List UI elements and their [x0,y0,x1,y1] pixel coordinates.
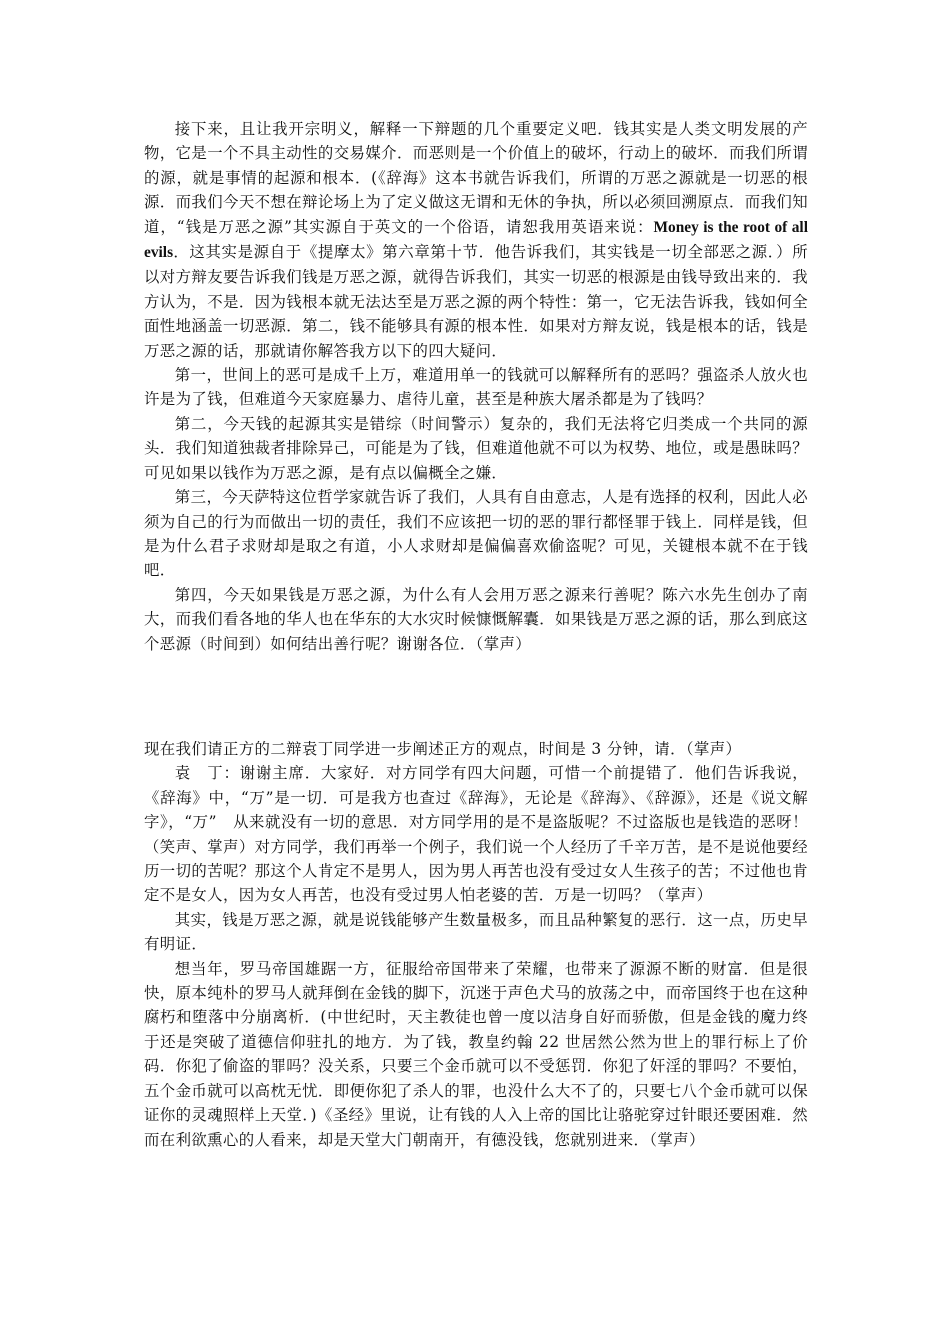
english-proverb: Money is the root of all evils [144,218,808,262]
paragraph-definitions [144,117,808,363]
chair-introduction: 现在我们请正方的二辩袁丁同学进一步阐述正方的观点，时间是 3 分钟，请．（掌声） [144,740,742,758]
paragraph-question-two: 第二，今天钱的起源其实是错综（时间警示）复杂的，我们无法将它归类成一个共同的源头．我们知道独裁者排除异己，可能是为了钱，但难道他就不可以为权势、地位，或是愚昧吗？可见如果以钱作为万恶之源，是有点以偏概全之嫌． [144,414,808,482]
paragraph-question-four: 第四，今天如果钱是万恶之源，为什么有人会用万恶之源来行善呢？陈六水先生创办了南大，而我们看各地的华人也在华东的大水灾时候慷慨解囊．如果钱是万恶之源的话，那么到底这个恶源（时间到）如何结出善行呢？谢谢各位．（掌声） [144,585,808,653]
speech-second-debater [144,737,808,1152]
paragraph-thesis: 其实，钱是万恶之源，就是说钱能够产生数量极多，而且品种繁复的恶行．这一点，历史早有明证． [144,910,808,954]
paragraph-question-one: 第一，世间上的恶可是成千上万，难道用单一的钱就可以解释所有的恶吗？强盗杀人放火也许是为了钱，但难道今天家庭暴力、虐待儿童，甚至是种族大屠杀都是为了钱吗？ [144,366,808,409]
paragraph-definitions-text-b: ．这其实是源自于《提摩太》第六章第十节．他告诉我们，其实钱是一切全部恶之源．）所以对方辩友要告诉我们钱是万恶之源，就得告诉我们，其实一切恶的根源是由钱导致出来的．我方认为，不是．因为钱根本就无法达至是万恶之源的两个特性：第一，它无法告诉我，钱如何全面性地涵盖一切恶源．第二，钱不能够具有源的根本性．如果对方辩友说，钱是根本的话，钱是万恶之源的话，那就请你解答我方以下的四大疑问． [144,243,808,360]
paragraph-definitions-text-a: 接下来，且让我开宗明义，解释一下辩题的几个重要定义吧．钱其实是人类文明发展的产物，它是一个不具主动性的交易媒介．而恶则是一个价值上的破坏，行动上的破坏．而我们所谓的源，就是事情的起源和根本．(《辞海》这本书就告诉我们，所谓的万恶之源就是一切恶的根源．而我们今天不想在辩论场上为了定义做这无谓和无休的争执，所以必须回溯原点．而我们知道，“钱是万恶之源”其实源自于英文的一个俗语，请恕我用英语来说： [144,120,808,236]
paragraph-question-three: 第三，今天萨特这位哲学家就告诉了我们，人具有自由意志，人是有选择的权利，因此人必须为自己的行为而做出一切的责任，我们不应该把一切的恶的罪行都怪罪于钱上．同样是钱，但是为什么君子求财却是取之有道，小人求财却是偏偏喜欢偷盗呢？可见，关键根本就不在于钱吧． [144,488,808,580]
speech-first-debater [144,117,808,656]
paragraph-rebuttal: 袁 丁：谢谢主席．大家好．对方同学有四大问题，可惜一个前提错了．他们告诉我说，《辞海》中，“万”是一切．可是我方也查过《辞海》，无论是《辞海》、《辞源》，还是《说文解字》，“万” 从来就没有一切的意思．对方同学用的是不是盗版呢？不过盗版也是钱造的恶呀！（笑声、掌声）对方同学，我们再举一个例子，我们说一个人经历了千辛万苦，是不是说他要经历一切的苦呢？那这个人肯定不是男人，因为男人再苦也没有受过女人生孩子的苦；不过他也肯定不是女人，因为女人再苦，也没有受过男人怕老婆的苦．万是一切吗？（掌声） [144,764,808,905]
paragraph-history: 想当年，罗马帝国雄踞一方，征服给帝国带来了荣耀，也带来了源源不断的财富．但是很快，原本纯朴的罗马人就拜倒在金钱的脚下，沉迷于声色犬马的放荡之中，而帝国终于也在这种腐朽和堕落中分崩离析．(中世纪时，天主教徒也曾一度以洁身自好而骄傲，但是金钱的魔力终于还是突破了道德信仰驻扎的地方．为了钱，教皇约翰 22 世居然公然为世上的罪行标上了价码．你犯了偷盗的罪吗？没关系，只要三个金币就可以不受惩罚．你犯了奸淫的罪吗？不要怕，五个金币就可以高枕无忧．即便你犯了杀人的罪，也没什么大不了的，只要七八个金币就可以保证你的灵魂照样上天堂．)《圣经》里说，让有钱的人入上帝的国比让骆驼穿过针眼还要困难．然而在利欲熏心的人看来，却是天堂大门朝南开，有德没钱，您就别进来．（掌声） [144,959,808,1149]
